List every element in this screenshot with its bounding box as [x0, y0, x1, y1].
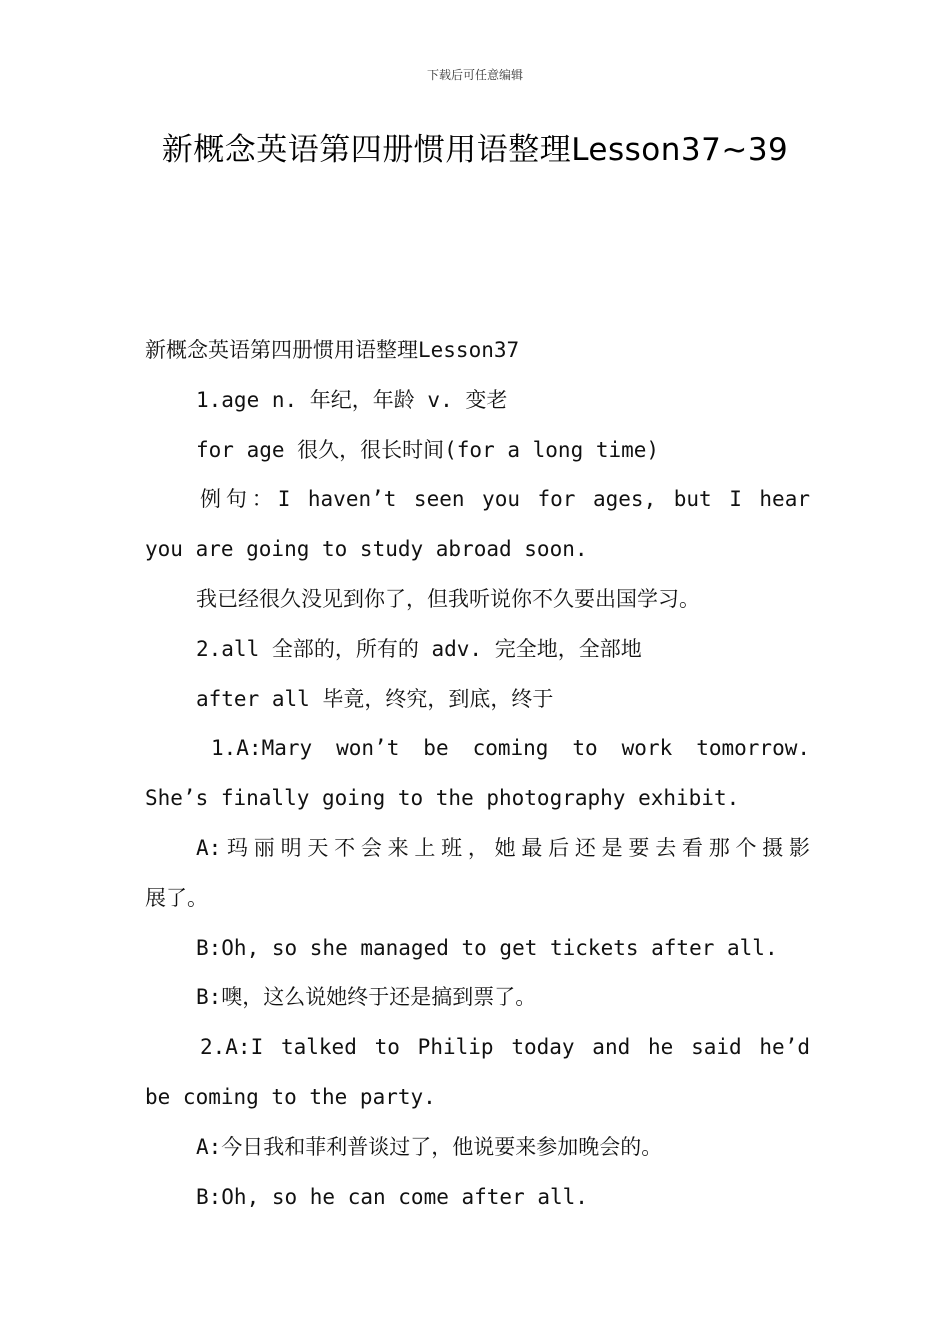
paragraph-line: 2.A:I talked to Philip today and he said he’d — [200, 1035, 810, 1060]
paragraph-line: B:Oh, so he can come after all. — [196, 1184, 588, 1209]
document-body — [145, 326, 810, 1222]
paragraph-line: A:今日我和菲利普谈过了，他说要来参加晚会的。 — [196, 1134, 663, 1159]
paragraph-line: 例句：I haven’t seen you for ages, but I hear — [200, 487, 810, 512]
paragraph-line: She’s finally going to the photography exhibit. — [145, 786, 740, 811]
section-heading: 新概念英语第四册惯用语整理Lesson37 — [145, 338, 520, 362]
header-note: 下载后可任意编辑 — [426, 68, 523, 82]
paragraph-line: B:噢，这么说她终于还是搞到票了。 — [196, 985, 537, 1010]
paragraph-line: you are going to study abroad soon. — [145, 537, 588, 562]
paragraph-line: 1.age n. 年纪，年龄 v. 变老 — [196, 387, 508, 412]
paragraph-line: be coming to the party. — [145, 1084, 436, 1109]
paragraph-line: after all 毕竟，终究，到底，终于 — [196, 686, 554, 711]
paragraph-line: 我已经很久没见到你了，但我听说你不久要出国学习。 — [196, 586, 700, 611]
paragraph-line: A:玛丽明天不会来上班，她最后还是要去看那个摄影 — [196, 835, 810, 860]
paragraph-line: 2.all 全部的，所有的 adv. 完全地，全部地 — [196, 636, 642, 661]
paragraph-line: B:Oh, so she managed to get tickets after all. — [196, 935, 778, 960]
document-title: 新概念英语第四册惯用语整理Lesson37~39 — [161, 132, 789, 168]
paragraph-line: 1.A:Mary won’t be coming to work tomorrow. — [211, 736, 810, 761]
paragraph-line: for age 很久，很长时间(for a long time) — [196, 437, 660, 462]
paragraph-line: 展了。 — [145, 885, 208, 910]
